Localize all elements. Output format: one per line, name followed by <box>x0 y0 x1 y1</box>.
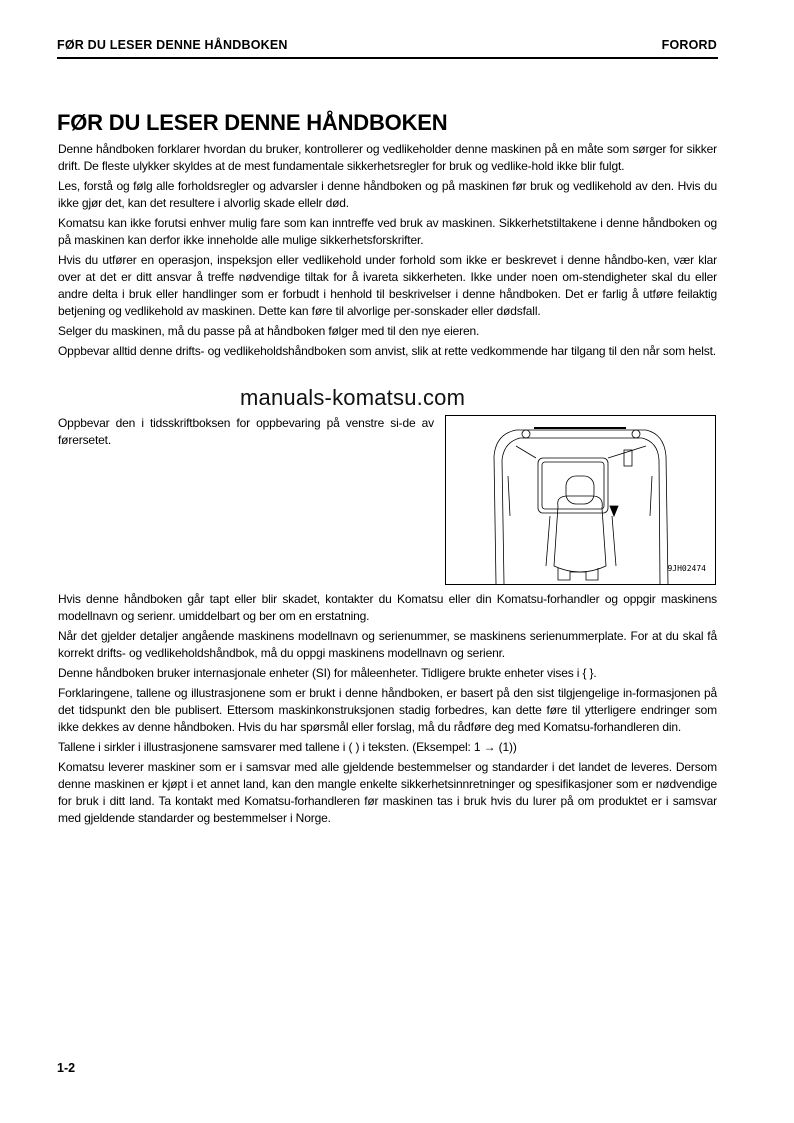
paragraph: Hvis du utfører en operasjon, inspeksjon eller vedlikehold under forhold som ikke er beskrevet i denne håndbo-ken, vær klar over at det er ditt ansvar å treffe nødvendige tiltak for å ivareta sikkerheten. Ikke under noen om-stendigheter skal du eller andre delta i bruk eller handlinger som er forbudt i henhold til beskrivelser i denne håndboken. Det er farlig å utføre feilaktig betjening og vedlikehold av maskinen. Dette kan føre til alvorlige per-sonskader eller dødsfall. <box>58 253 717 318</box>
paragraph-side: Oppbevar den i tidsskriftboksen for oppbevaring på venstre si-de av førersetet. <box>58 416 434 447</box>
paragraph: Les, forstå og følg alle forholdsregler og advarsler i denne håndboken og på maskinen før bruk og vedlikehold av den. Hvis du ikke gjør det, kan det resultere i alvorlig skade ellelr død. <box>58 179 717 210</box>
watermark: manuals-komatsu.com <box>240 385 466 410</box>
paragraph: Forklaringene, tallene og illustrasjonene som er brukt i denne håndboken, er basert på den sist tilgjengelige in-formasjonen på det tidspunkt den ble publisert. Ettersom maskinkonstruksjonen stadig forbedres, kan dette føre til ytterligere endringer som ikke dekkes av denne håndboken. Hvis du har spørsmål eller forslag, må du rådføre deg med Komatsu-forhandleren din. <box>58 686 717 734</box>
paragraph: Komatsu kan ikke forutsi enhver mulig fare som kan inntreffe ved bruk av maskinen. Sikkerhetstiltakene i denne håndboken og på maskinen kan derfor ikke inneholde alle mulige sikkerhetsforskrifter. <box>58 216 717 247</box>
paragraph: Tallene i sirkler i illustrasjonene samsvarer med tallene i ( ) i teksten. (Eksempel: 1 → (1)) <box>58 740 517 754</box>
paragraph: Denne håndboken forklarer hvordan du bruker, kontrollerer og vedlikeholder denne maskinen på en måte som sørger for sikker drift. De fleste ulykker skyldes at de mest fundamentale sikkerhetsregler for bruk og vedlike-hold ikke blir fulgt. <box>58 142 717 173</box>
paragraph: Når det gjelder detaljer angående maskinens modellnavn og serienummer, se maskinens serienummerplate. For at du skal få korrekt drifts- og vedlikeholdshåndbok, må du oppgi maskinens modellnavn og serienr. <box>58 629 717 660</box>
running-header-title: FØR DU LESER DENNE HÅNDBOKEN <box>57 38 288 52</box>
header-rule <box>57 57 718 59</box>
paragraph: Hvis denne håndboken går tapt eller blir skadet, kontakter du Komatsu eller din Komatsu-forhandler og oppgir maskinens modellnavn og serienr. umiddelbart og ber om en erstatning. <box>58 592 717 623</box>
paragraph: Denne håndboken bruker internasjonale enheter (SI) for måleenheter. Tidligere brukte enheter vises i { }. <box>58 666 597 680</box>
page-number: 1-2 <box>57 1061 76 1075</box>
figure-code: 9JH02474 <box>667 564 706 573</box>
operator-seat-drawing <box>446 416 715 584</box>
paragraph: Oppbevar alltid denne drifts- og vedlikeholdshåndboken som anvist, slik at rette vedkommende har tilgang til den når som helst. <box>58 344 716 358</box>
body-top <box>58 141 717 363</box>
cab-illustration <box>445 415 716 585</box>
paragraph: Komatsu leverer maskiner som er i samsvar med alle gjeldende bestemmelser og standarder i det landet de leveres. Dersom denne maskinen er kjøpt i et annet land, kan den mangle enkelte sikkerhetsinnretninger og spesifikasjoner som er nødvendige for bruk i ditt land. Ta kontakt med Komatsu-forhandleren før maskinen tas i bruk hvis du lurer på om produktet er i samsvar med gjeldende standarder og bestemmelser i Norge. <box>58 760 717 825</box>
paragraph: Selger du maskinen, må du passe på at håndboken følger med til den nye eieren. <box>58 324 480 338</box>
running-header-section: FORORD <box>661 38 717 52</box>
body-bottom <box>58 591 717 830</box>
page-title: FØR DU LESER DENNE HÅNDBOKEN <box>57 110 448 135</box>
